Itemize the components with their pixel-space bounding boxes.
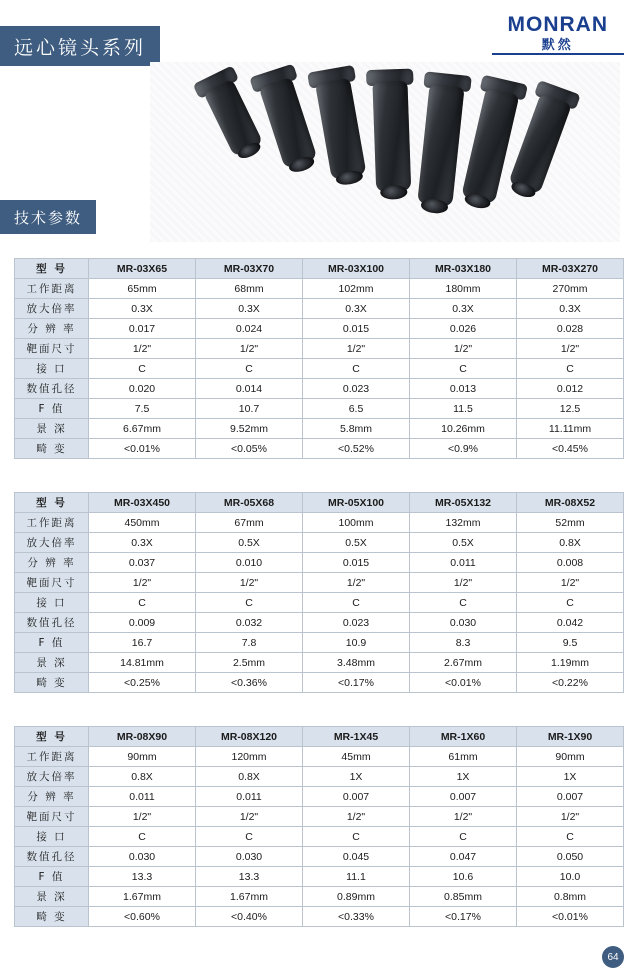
table-cell: 10.26mm <box>410 419 517 439</box>
table-cell: 0.032 <box>196 613 303 633</box>
table-row <box>15 533 624 553</box>
table-cell: 11.1 <box>303 867 410 887</box>
brand-name-cn: 默然 <box>541 37 574 52</box>
table-cell: 1/2" <box>303 339 410 359</box>
table-row <box>15 867 624 887</box>
table-row <box>15 279 624 299</box>
table-cell: 1/2" <box>303 807 410 827</box>
table-cell: 1.19mm <box>517 653 624 673</box>
table-cell: 0.3X <box>517 299 624 319</box>
model-name: MR-05X68 <box>196 493 303 513</box>
table-row <box>15 887 624 907</box>
table-row <box>15 673 624 693</box>
model-name: MR-03X100 <box>303 259 410 279</box>
table-cell: 1X <box>410 767 517 787</box>
table-cell: 1/2" <box>196 807 303 827</box>
table-cell: 10.7 <box>196 399 303 419</box>
table-cell: <0.01% <box>517 907 624 927</box>
row-label: 靶面尺寸 <box>15 807 89 827</box>
table-row <box>15 847 624 867</box>
table-row <box>15 787 624 807</box>
table-cell: 2.5mm <box>196 653 303 673</box>
table-cell: C <box>89 827 196 847</box>
model-name: MR-05X100 <box>303 493 410 513</box>
table-cell: <0.22% <box>517 673 624 693</box>
row-label: 数值孔径 <box>15 613 89 633</box>
table-cell: 102mm <box>303 279 410 299</box>
table-cell: 0.014 <box>196 379 303 399</box>
table-cell: 16.7 <box>89 633 196 653</box>
table-cell: 52mm <box>517 513 624 533</box>
page-number: 64 <box>602 946 624 968</box>
row-label: 放大倍率 <box>15 767 89 787</box>
table-cell: 1/2" <box>517 573 624 593</box>
table-cell: C <box>196 593 303 613</box>
table-cell: <0.40% <box>196 907 303 927</box>
table-cell: <0.45% <box>517 439 624 459</box>
table-cell: 0.030 <box>410 613 517 633</box>
table-cell: 0.85mm <box>410 887 517 907</box>
table-cell: 9.5 <box>517 633 624 653</box>
row-label: 畸 变 <box>15 439 89 459</box>
row-label: 数值孔径 <box>15 379 89 399</box>
table-cell: 1X <box>303 767 410 787</box>
table-cell: 11.5 <box>410 399 517 419</box>
table-cell: 0.8mm <box>517 887 624 907</box>
table-cell: 14.81mm <box>89 653 196 673</box>
row-label: 型 号 <box>15 259 89 279</box>
table-cell: 0.8X <box>517 533 624 553</box>
spec-table <box>14 492 624 693</box>
table-cell: 0.011 <box>196 787 303 807</box>
table-cell: 45mm <box>303 747 410 767</box>
brand-text <box>508 14 609 51</box>
table-cell: 7.8 <box>196 633 303 653</box>
row-label: 工作距离 <box>15 279 89 299</box>
row-label: F 值 <box>15 633 89 653</box>
table-cell: 1/2" <box>89 573 196 593</box>
row-label: 靶面尺寸 <box>15 573 89 593</box>
row-label: 型 号 <box>15 727 89 747</box>
table-cell: C <box>410 593 517 613</box>
table-row <box>15 573 624 593</box>
table-cell: C <box>196 827 303 847</box>
table-cell: <0.60% <box>89 907 196 927</box>
table-cell: 12.5 <box>517 399 624 419</box>
row-label: 畸 变 <box>15 907 89 927</box>
table-cell: 0.050 <box>517 847 624 867</box>
table-row <box>15 553 624 573</box>
table-cell: <0.01% <box>410 673 517 693</box>
table-cell: 65mm <box>89 279 196 299</box>
table-cell: 0.012 <box>517 379 624 399</box>
table-cell: 0.3X <box>410 299 517 319</box>
table-cell: C <box>303 827 410 847</box>
table-cell: 0.047 <box>410 847 517 867</box>
table-cell: 0.8X <box>89 767 196 787</box>
row-label: F 值 <box>15 867 89 887</box>
table-cell: C <box>196 359 303 379</box>
table-cell: 3.48mm <box>303 653 410 673</box>
page-title: 远心镜头系列 <box>0 26 160 66</box>
table-cell: 0.3X <box>196 299 303 319</box>
table-cell: <0.9% <box>410 439 517 459</box>
table-header-row <box>15 727 624 747</box>
table-cell: 120mm <box>196 747 303 767</box>
table-cell: 90mm <box>89 747 196 767</box>
table-cell: 13.3 <box>89 867 196 887</box>
table-cell: <0.52% <box>303 439 410 459</box>
product-photo <box>150 62 620 242</box>
row-label: 工作距离 <box>15 747 89 767</box>
table-row <box>15 807 624 827</box>
table-cell: 1/2" <box>517 339 624 359</box>
table-cell: 0.011 <box>89 787 196 807</box>
table-row <box>15 593 624 613</box>
table-cell: 1/2" <box>89 339 196 359</box>
table-cell: 0.030 <box>196 847 303 867</box>
table-row <box>15 513 624 533</box>
table-cell: 132mm <box>410 513 517 533</box>
model-name: MR-08X52 <box>517 493 624 513</box>
table-cell: 68mm <box>196 279 303 299</box>
table-header-row <box>15 259 624 279</box>
table-cell: 0.5X <box>196 533 303 553</box>
brand-logo <box>492 6 624 58</box>
table-cell: 0.023 <box>303 613 410 633</box>
table-row <box>15 747 624 767</box>
table-cell: 10.6 <box>410 867 517 887</box>
table-cell: 10.9 <box>303 633 410 653</box>
table-cell: 1/2" <box>517 807 624 827</box>
table-cell: 2.67mm <box>410 653 517 673</box>
brand-divider <box>492 53 624 55</box>
table-cell: 67mm <box>196 513 303 533</box>
row-label: 靶面尺寸 <box>15 339 89 359</box>
table-cell: C <box>303 359 410 379</box>
table-cell: 270mm <box>517 279 624 299</box>
spec-table <box>14 726 624 927</box>
table-cell: 11.11mm <box>517 419 624 439</box>
table-cell: 0.023 <box>303 379 410 399</box>
table-cell: 6.5 <box>303 399 410 419</box>
table-cell: 0.007 <box>303 787 410 807</box>
table-cell: C <box>303 593 410 613</box>
table-cell: 0.037 <box>89 553 196 573</box>
table-cell: 0.007 <box>410 787 517 807</box>
table-cell: <0.36% <box>196 673 303 693</box>
table-cell: <0.01% <box>89 439 196 459</box>
row-label: 分 辨 率 <box>15 787 89 807</box>
table-cell: 5.8mm <box>303 419 410 439</box>
table-cell: 6.67mm <box>89 419 196 439</box>
table-cell: 1/2" <box>410 807 517 827</box>
table-cell: <0.17% <box>410 907 517 927</box>
model-name: MR-1X45 <box>303 727 410 747</box>
table-row <box>15 613 624 633</box>
table-cell: C <box>410 359 517 379</box>
row-label: 景 深 <box>15 887 89 907</box>
table-cell: 0.3X <box>89 299 196 319</box>
row-label: F 值 <box>15 399 89 419</box>
table-cell: 1.67mm <box>89 887 196 907</box>
table-cell: C <box>89 593 196 613</box>
model-name: MR-03X65 <box>89 259 196 279</box>
table-cell: 0.024 <box>196 319 303 339</box>
table-cell: 1/2" <box>410 573 517 593</box>
row-label: 接 口 <box>15 593 89 613</box>
table-row <box>15 399 624 419</box>
table-cell: 0.3X <box>89 533 196 553</box>
table-cell: <0.25% <box>89 673 196 693</box>
table-cell: 1X <box>517 767 624 787</box>
table-cell: 0.030 <box>89 847 196 867</box>
row-label: 分 辨 率 <box>15 319 89 339</box>
table-cell: 9.52mm <box>196 419 303 439</box>
table-cell: 0.020 <box>89 379 196 399</box>
model-name: MR-03X70 <box>196 259 303 279</box>
table-row <box>15 653 624 673</box>
table-cell: 0.013 <box>410 379 517 399</box>
model-name: MR-05X132 <box>410 493 517 513</box>
table-cell: <0.05% <box>196 439 303 459</box>
table-cell: 0.026 <box>410 319 517 339</box>
table-cell: 8.3 <box>410 633 517 653</box>
table-row <box>15 419 624 439</box>
table-cell: 0.007 <box>517 787 624 807</box>
table-cell: 1/2" <box>89 807 196 827</box>
table-cell: 0.010 <box>196 553 303 573</box>
table-cell: 0.008 <box>517 553 624 573</box>
row-label: 放大倍率 <box>15 299 89 319</box>
table-cell: 10.0 <box>517 867 624 887</box>
table-cell: 0.3X <box>303 299 410 319</box>
table-row <box>15 339 624 359</box>
table-cell: 450mm <box>89 513 196 533</box>
table-cell: 1/2" <box>196 339 303 359</box>
row-label: 景 深 <box>15 653 89 673</box>
row-label: 接 口 <box>15 827 89 847</box>
section-title-specs: 技术参数 <box>0 200 96 234</box>
model-name: MR-08X90 <box>89 727 196 747</box>
table-cell: 0.015 <box>303 553 410 573</box>
table-header-row <box>15 493 624 513</box>
brand-name: MONRAN <box>507 13 608 36</box>
table-cell: 0.5X <box>303 533 410 553</box>
table-cell: 90mm <box>517 747 624 767</box>
table-cell: 100mm <box>303 513 410 533</box>
table-cell: 1/2" <box>196 573 303 593</box>
table-cell: 0.028 <box>517 319 624 339</box>
row-label: 工作距离 <box>15 513 89 533</box>
table-row <box>15 319 624 339</box>
table-row <box>15 907 624 927</box>
row-label: 数值孔径 <box>15 847 89 867</box>
table-row <box>15 299 624 319</box>
table-cell: 0.8X <box>196 767 303 787</box>
table-row <box>15 379 624 399</box>
table-cell: 0.009 <box>89 613 196 633</box>
table-cell: 1/2" <box>303 573 410 593</box>
table-cell: 0.011 <box>410 553 517 573</box>
table-row <box>15 359 624 379</box>
table-cell: 13.3 <box>196 867 303 887</box>
table-cell: 0.89mm <box>303 887 410 907</box>
model-name: MR-1X90 <box>517 727 624 747</box>
model-name: MR-03X180 <box>410 259 517 279</box>
row-label: 畸 变 <box>15 673 89 693</box>
model-name: MR-03X450 <box>89 493 196 513</box>
table-cell: 0.015 <box>303 319 410 339</box>
table-row <box>15 827 624 847</box>
table-cell: 0.5X <box>410 533 517 553</box>
model-name: MR-03X270 <box>517 259 624 279</box>
row-label: 型 号 <box>15 493 89 513</box>
table-cell: C <box>517 593 624 613</box>
row-label: 分 辨 率 <box>15 553 89 573</box>
row-label: 接 口 <box>15 359 89 379</box>
table-row <box>15 439 624 459</box>
table-cell: 1/2" <box>410 339 517 359</box>
spec-table <box>14 258 624 459</box>
table-cell: C <box>517 359 624 379</box>
table-cell: 1.67mm <box>196 887 303 907</box>
table-cell: 7.5 <box>89 399 196 419</box>
table-cell: C <box>517 827 624 847</box>
table-cell: 0.045 <box>303 847 410 867</box>
table-cell: <0.33% <box>303 907 410 927</box>
table-cell: 0.042 <box>517 613 624 633</box>
table-cell: 61mm <box>410 747 517 767</box>
table-cell: C <box>89 359 196 379</box>
row-label: 放大倍率 <box>15 533 89 553</box>
row-label: 景 深 <box>15 419 89 439</box>
table-row <box>15 767 624 787</box>
table-cell: 0.017 <box>89 319 196 339</box>
table-cell: 180mm <box>410 279 517 299</box>
table-row <box>15 633 624 653</box>
model-name: MR-08X120 <box>196 727 303 747</box>
table-cell: C <box>410 827 517 847</box>
model-name: MR-1X60 <box>410 727 517 747</box>
table-cell: <0.17% <box>303 673 410 693</box>
